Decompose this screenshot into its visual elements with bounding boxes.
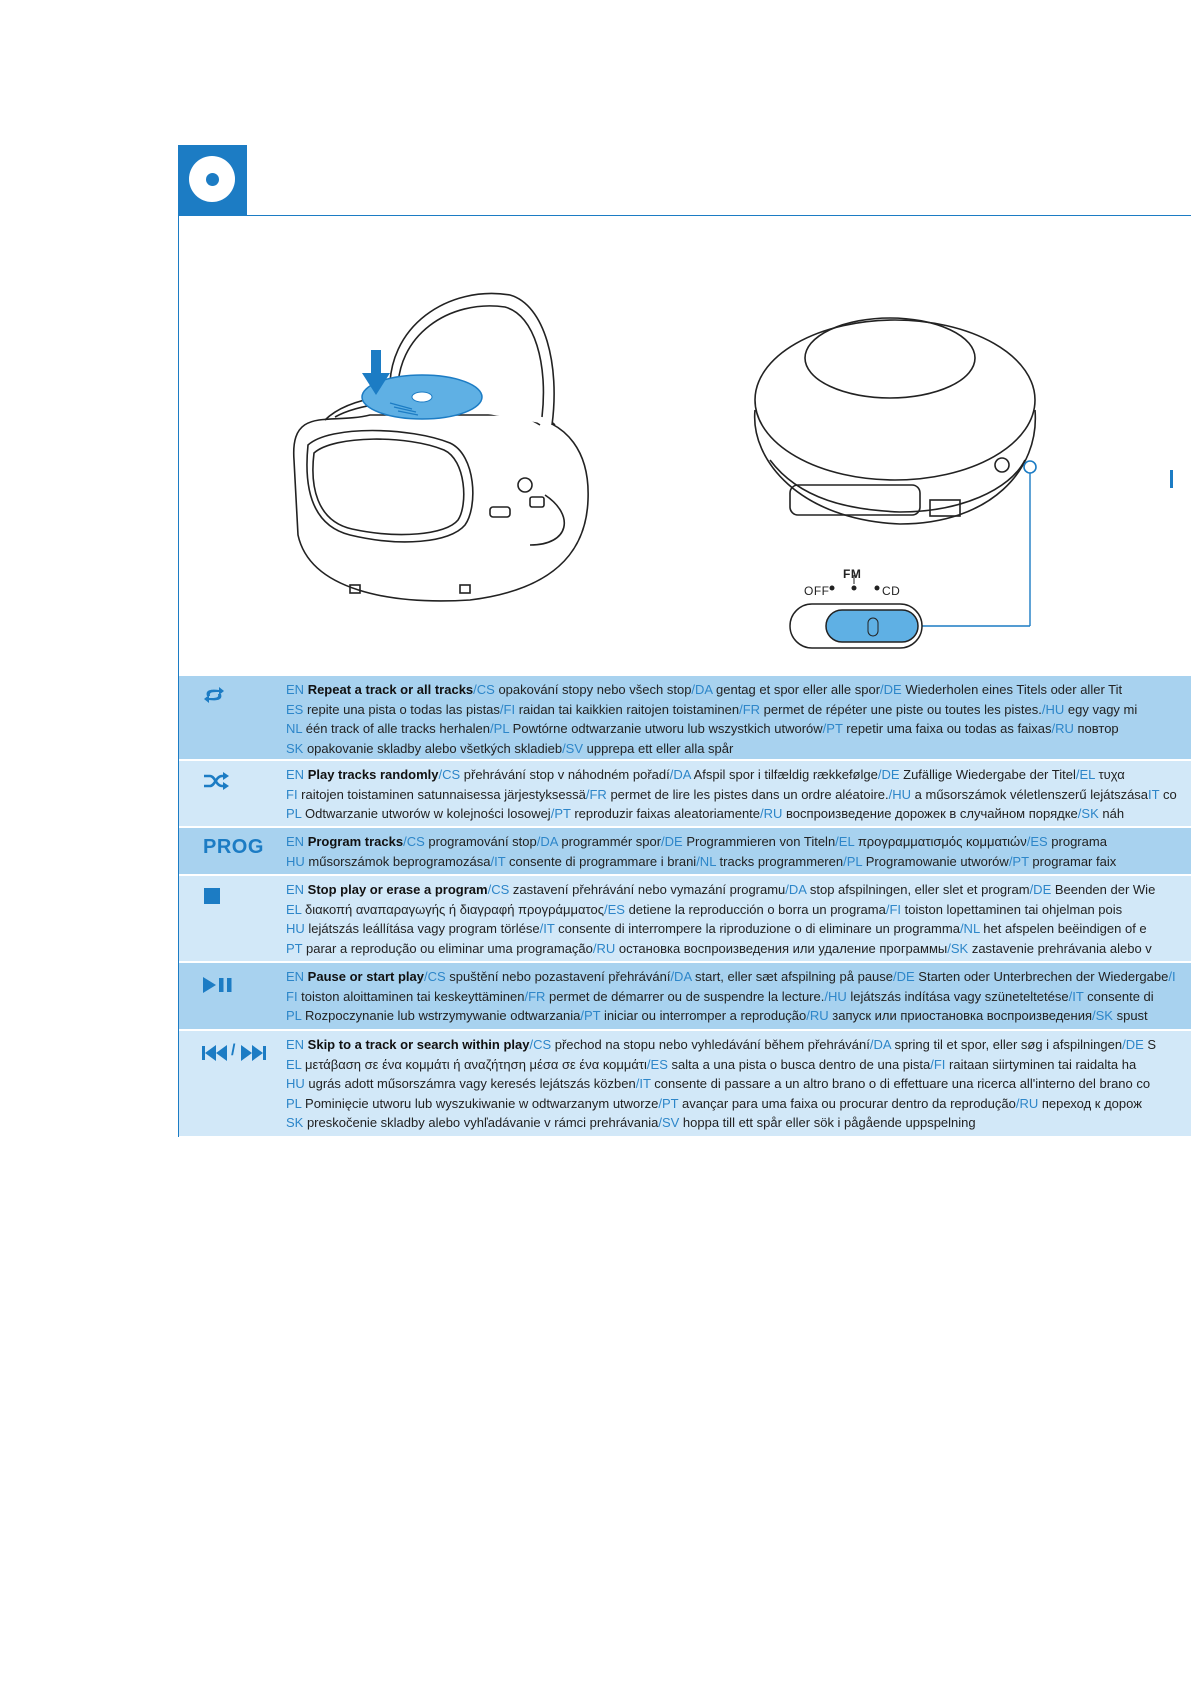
translation-text: programa xyxy=(1047,834,1107,849)
translation-text: het afspelen beëindigen of e xyxy=(979,921,1147,937)
shuffle-icon xyxy=(203,772,229,790)
language-code: /FR xyxy=(524,988,546,1004)
row-play-pause xyxy=(179,963,1191,1031)
language-code: /RU xyxy=(1051,721,1074,737)
language-code: /PT xyxy=(550,806,571,822)
language-code: FI xyxy=(286,786,298,802)
translation-text: přehrávání stop v náhodném pořadí xyxy=(460,767,670,782)
text-line xyxy=(286,680,1191,700)
language-code: /HU xyxy=(888,786,912,802)
translation-text: avançar para uma faixa ou procurar dentro da reprodução xyxy=(678,1095,1016,1111)
language-code: PT xyxy=(286,940,303,956)
language-code: /DE xyxy=(1029,882,1052,897)
translation-text: zastavenie prehrávania alebo v xyxy=(968,940,1152,956)
text-line xyxy=(286,967,1191,987)
translation-text: přechod na stopu nebo vyhledávání během přehrávání xyxy=(551,1037,870,1052)
language-code: /ES xyxy=(1026,834,1048,849)
disc-badge xyxy=(178,145,247,215)
language-code: /IT xyxy=(539,921,555,937)
language-code: HU xyxy=(286,921,305,937)
row-icon-cell xyxy=(179,761,263,826)
repeat-icon xyxy=(203,687,225,703)
translation-text: gentag et spor eller alle spor xyxy=(712,682,881,697)
language-code: ES xyxy=(286,701,304,717)
language-code: /DE xyxy=(880,682,902,697)
translation-text: a műsorszámok véletlenszerű lejátszása xyxy=(911,786,1149,802)
switch-label-off: OFF xyxy=(804,584,830,598)
language-code: /SK xyxy=(1077,806,1099,822)
translation-text: Programmieren von Titeln xyxy=(682,834,836,849)
translation-text: Rozpoczynanie lub wstrzymywanie odtwarzania xyxy=(301,1008,581,1024)
text-line xyxy=(286,919,1191,939)
translation-text: raitaan siirtyminen tai raidalta ha xyxy=(945,1056,1137,1072)
translation-text: permet de répéter une piste ou toutes les pistes. xyxy=(760,701,1042,717)
translation-text: preskočenie skladby alebo vyhľadávanie v rámci prehrávania xyxy=(303,1115,659,1131)
row-text xyxy=(286,676,1191,761)
translation-text: spust xyxy=(1112,1008,1148,1024)
english-heading: Program tracks xyxy=(307,834,404,849)
next-icon xyxy=(241,1045,267,1061)
language-code: /ES xyxy=(603,901,625,917)
language-code: /DA xyxy=(669,767,691,782)
language-code: /DE xyxy=(661,834,683,849)
translation-text: zastavení přehrávání nebo vymazání programu xyxy=(509,882,786,897)
translation-text: co xyxy=(1159,786,1177,802)
language-code: EL xyxy=(286,901,302,917)
edge-mark xyxy=(1170,470,1173,488)
translation-text: Odtwarzanie utworów w kolejności losowej xyxy=(301,806,551,822)
text-line xyxy=(286,987,1191,1007)
row-text xyxy=(286,828,1191,874)
language-code: /NL xyxy=(959,921,980,937)
english-heading: Stop play or erase a program xyxy=(307,882,488,897)
english-heading: Skip to a track or search within play xyxy=(307,1037,530,1052)
translation-text: start, eller sæt afspilning på pause xyxy=(691,969,894,984)
translation-text: permet de démarrer ou de suspendre la lecture. xyxy=(545,988,825,1004)
language-code: /PT xyxy=(658,1095,679,1111)
language-code: /IT xyxy=(490,853,506,869)
text-line xyxy=(286,765,1191,785)
row-icon-cell xyxy=(179,1031,263,1136)
language-code: /DA xyxy=(670,969,692,984)
language-code: FI xyxy=(286,988,298,1004)
row-text xyxy=(286,761,1191,827)
language-code: /EL xyxy=(1075,767,1095,782)
translation-text: διακοπή αναπαραγωγής ή διαγραφή προγράμματος xyxy=(301,901,604,917)
switch-label-cd: CD xyxy=(882,584,901,598)
translation-text: raidan tai kaikkien raitojen toistaminen xyxy=(515,701,740,717)
text-line xyxy=(286,1006,1191,1026)
language-code: PL xyxy=(286,806,302,822)
language-code: /FR xyxy=(585,786,607,802)
row-icon-cell xyxy=(179,828,263,874)
language-code: /HU xyxy=(824,988,847,1004)
language-code: /CS xyxy=(424,969,446,984)
text-line xyxy=(286,880,1191,900)
translation-text: S xyxy=(1143,1037,1157,1052)
row-text xyxy=(286,1031,1191,1136)
translation-text: egy vagy mi xyxy=(1064,701,1138,717)
translation-text: parar a reprodução ou eliminar uma programação xyxy=(302,940,593,956)
translation-text: Afspil spor i tilfældig rækkefølge xyxy=(690,767,878,782)
translation-text: programar faix xyxy=(1028,853,1117,869)
language-code: EN xyxy=(286,882,308,897)
text-line xyxy=(286,700,1191,720)
language-code: /IT xyxy=(1068,988,1084,1004)
language-code: /RU xyxy=(592,940,616,956)
translation-text: повтор xyxy=(1073,721,1119,737)
translation-text: toiston aloittaminen tai keskeyttäminen xyxy=(297,988,525,1004)
language-code: /SK xyxy=(947,940,969,956)
row-text xyxy=(286,963,1191,1029)
translation-text: permet de lire les pistes dans un ordre aléatoire. xyxy=(606,786,889,802)
disc-hole xyxy=(206,173,219,186)
language-code: NL xyxy=(286,721,303,737)
translation-text: Programowanie utworów xyxy=(862,853,1009,869)
translation-text: raitojen toistaminen satunnaisessa järjestyksessä xyxy=(297,786,586,802)
language-code: /DE xyxy=(877,767,900,782)
language-code: /CS xyxy=(529,1037,552,1052)
previous-icon xyxy=(202,1045,228,1061)
language-code: /PL xyxy=(843,853,863,869)
language-code: EN xyxy=(286,969,308,984)
play-pause-icon xyxy=(203,977,233,993)
language-code: SK xyxy=(286,740,304,756)
english-heading: Play tracks randomly xyxy=(307,767,439,782)
translation-text: repetir uma faixa ou todas as faixas xyxy=(842,721,1052,737)
translation-text: consente di xyxy=(1083,988,1154,1004)
language-code: /DE xyxy=(1122,1037,1144,1052)
translation-text: lejátszás indítása vagy szüneteltetése xyxy=(846,988,1069,1004)
language-code: /SV xyxy=(658,1115,680,1131)
language-code: /DE xyxy=(893,969,915,984)
language-code: /NL xyxy=(696,853,716,869)
language-code: /PT xyxy=(580,1008,601,1024)
stop-icon xyxy=(204,888,220,904)
row-program xyxy=(179,828,1191,876)
translation-text: iniciar ou interromper a reprodução xyxy=(600,1008,807,1024)
text-line xyxy=(286,900,1191,920)
translation-text: programování stop xyxy=(424,834,537,849)
language-code: EN xyxy=(286,767,305,782)
function-table xyxy=(179,676,1191,1138)
language-code: PL xyxy=(286,1008,302,1024)
translation-text: repite una pista o todas las pistas xyxy=(303,701,500,717)
language-code: /I xyxy=(1168,969,1176,984)
language-code: /RU xyxy=(760,806,783,822)
english-heading: Repeat a track or all tracks xyxy=(307,682,474,697)
text-line xyxy=(286,852,1191,872)
language-code: EN xyxy=(286,834,305,849)
text-line xyxy=(286,1074,1191,1094)
translation-text: reproduzir faixas aleatoriamente xyxy=(570,806,761,822)
translation-text: tracks programmeren xyxy=(715,853,844,869)
illustration-boombox-open xyxy=(290,285,630,625)
row-repeat xyxy=(179,676,1191,761)
row-shuffle xyxy=(179,761,1191,828)
text-line xyxy=(286,719,1191,739)
language-code: /CS xyxy=(473,682,495,697)
language-code: /ES xyxy=(646,1056,668,1072)
translation-text: Starten oder Unterbrechen der Wiedergabe xyxy=(914,969,1169,984)
language-code: EN xyxy=(286,1037,308,1052)
language-code: /DA xyxy=(691,682,713,697)
language-code: /IT xyxy=(635,1076,651,1092)
translation-text: salta a una pista o busca dentro de una pista xyxy=(667,1056,931,1072)
text-line xyxy=(286,1094,1191,1114)
translation-text: Zufällige Wiedergabe der Titel xyxy=(899,767,1076,782)
translation-text: προγραμματισμός κομματιών xyxy=(854,834,1027,849)
text-line xyxy=(286,832,1191,852)
language-code: /DA xyxy=(869,1037,891,1052)
translation-text: stop afspilningen, eller slet et program xyxy=(806,882,1030,897)
text-line xyxy=(286,739,1191,759)
translation-text: één track of alle tracks herhalen xyxy=(302,721,491,737)
switch-label-fm: FM xyxy=(843,567,862,581)
translation-text: Pominięcie utworu lub wyszukiwanie w odtwarzanym utworze xyxy=(301,1095,659,1111)
english-heading: Pause or start play xyxy=(307,969,424,984)
language-code: /PL xyxy=(490,721,510,737)
language-code: /RU xyxy=(1015,1095,1039,1111)
language-code: /RU xyxy=(806,1008,829,1024)
language-code: /FI xyxy=(930,1056,946,1072)
language-code: PL xyxy=(286,1095,302,1111)
row-icon-cell xyxy=(179,676,263,759)
translation-text: τυχα xyxy=(1094,767,1125,782)
row-icon-cell xyxy=(179,963,263,1029)
language-code: /HU xyxy=(1041,701,1065,717)
language-code: /SK xyxy=(1092,1008,1113,1024)
text-line xyxy=(286,1113,1191,1133)
row-skip xyxy=(179,1031,1191,1138)
row-stop xyxy=(179,876,1191,963)
text-line xyxy=(286,1055,1191,1075)
translation-text: запуск или приостановка воспроизведения xyxy=(828,1008,1093,1024)
prog-icon: PROG xyxy=(203,836,264,858)
language-code: /FI xyxy=(499,701,516,717)
language-code: /FR xyxy=(739,701,761,717)
language-code: /DA xyxy=(536,834,558,849)
translation-text: Wiederholen eines Titels oder aller Tit xyxy=(901,682,1123,697)
illustration-boombox-front xyxy=(740,310,1070,660)
translation-text: náh xyxy=(1098,806,1125,822)
translation-text: spuštění nebo pozastavení přehrávání xyxy=(445,969,671,984)
language-code: /FI xyxy=(885,901,902,917)
language-code: /SV xyxy=(562,740,584,756)
language-code: /PT xyxy=(1008,853,1029,869)
translation-text: остановка воспроизведения или удаление программы xyxy=(615,940,948,956)
text-line xyxy=(286,1035,1191,1055)
language-code: /CS xyxy=(438,767,461,782)
translation-text: opakovanie skladby alebo všetkých skladieb xyxy=(303,740,563,756)
translation-text: consente di passare a un altro brano o di effettuare una ricerca all'interno del brano co xyxy=(650,1076,1151,1092)
translation-text: hoppa till ett spår eller sök i pågående uppspelning xyxy=(679,1115,976,1131)
translation-text: μετάβαση σε ένα κομμάτι ή αναζήτηση μέσα σε ένα κομμάτι xyxy=(301,1056,647,1072)
translation-text: toiston lopettaminen tai ohjelman pois xyxy=(901,901,1123,917)
language-code: EL xyxy=(286,1056,302,1072)
language-code: HU xyxy=(286,1076,305,1092)
translation-text: Powtórne odtwarzanie utworu lub wszystkich utworów xyxy=(509,721,823,737)
translation-text: Beenden der Wie xyxy=(1051,882,1156,897)
translation-text: upprepa ett eller alla spår xyxy=(583,740,734,756)
translation-text: consente di programmare i brani xyxy=(505,853,697,869)
translation-text: opakování stopy nebo všech stop xyxy=(494,682,692,697)
text-line xyxy=(286,939,1191,959)
language-code: /CS xyxy=(487,882,510,897)
language-code: HU xyxy=(286,853,305,869)
translation-text: spring til et spor, eller søg i afspilningen xyxy=(890,1037,1123,1052)
text-line xyxy=(286,785,1191,805)
translation-text: programmér spor xyxy=(557,834,662,849)
language-code: IT xyxy=(1148,786,1160,802)
text-line xyxy=(286,804,1191,824)
skip-separator: / xyxy=(231,1042,236,1059)
translation-text: ugrás adott műsorszámra vagy keresés lejátszás közben xyxy=(304,1076,636,1092)
translation-text: detiene la reproducción o borra un programa xyxy=(624,901,886,917)
language-code: /CS xyxy=(403,834,425,849)
language-code: /EL xyxy=(835,834,855,849)
row-icon-cell xyxy=(179,876,263,961)
row-text xyxy=(286,876,1191,961)
language-code: EN xyxy=(286,682,305,697)
translation-text: műsorszámok beprogramozása xyxy=(304,853,491,869)
language-code: SK xyxy=(286,1115,304,1131)
translation-text: воспроизведение дорожек в случайном порядке xyxy=(782,806,1078,822)
language-code: /DA xyxy=(785,882,807,897)
translation-text: consente di interrompere la riproduzione o di eliminare un programma xyxy=(554,921,960,937)
translation-text: lejátszás leállítása vagy program törlése xyxy=(304,921,540,937)
translation-text: переход к дорож xyxy=(1038,1095,1142,1111)
language-code: /PT xyxy=(822,721,843,737)
